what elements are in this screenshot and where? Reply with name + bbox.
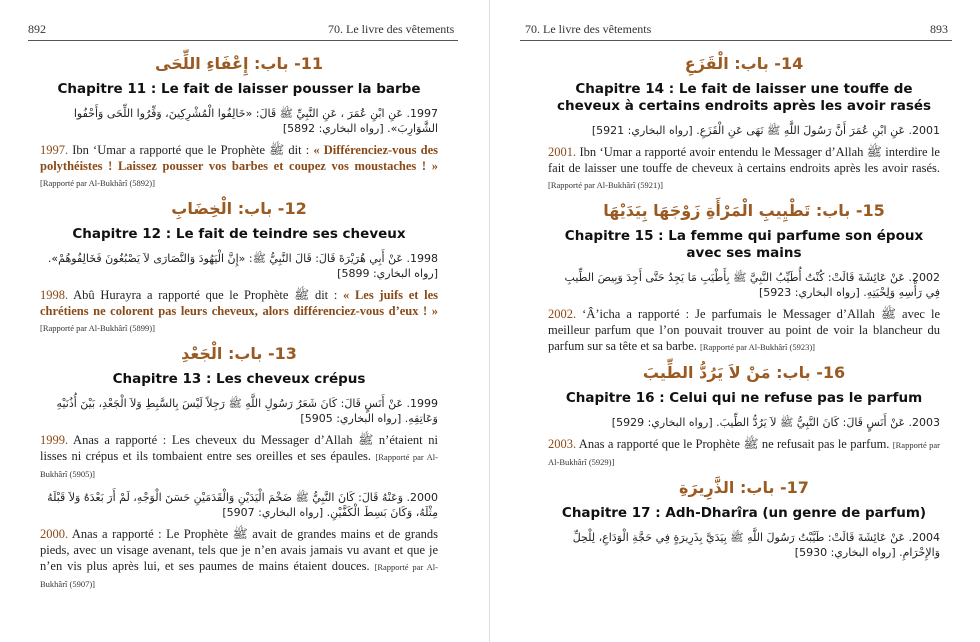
chapter-16-title: Chapitre 16 : Celui qui ne refuse pas le parfum: [565, 390, 923, 406]
hadith-reference: [Rapporté par Al-Bukhârî (5899)]: [40, 323, 155, 333]
hadith-quote: « Les juifs et les chrétiens ne colorent pas leurs cheveux, alors différenciez-vous d’eux ! »: [40, 288, 438, 318]
hadith-text: Ibn ‘Umar a rapporté que le Prophète ﷺ dit :: [68, 143, 314, 157]
chapter-11-arabic-title: 11- باب: إِعْفَاءِ اللِّحَى: [155, 54, 323, 73]
hadith-1997-arabic: 1997. عَنِ ابْنِ عُمَرَ ، عَنِ النَّبِيِّ ﷺ قَالَ: «خَالِفُوا الْمُشْرِكِينَ، وَفِّرُوا اللِّحَى وَأَحْفُوا الشَّوَارِبَ». [رواه البخاري: 5892]: [73, 107, 438, 135]
left-header-rule: [28, 40, 458, 41]
chapter-14-arabic-title: 14- باب: الْقَزَعِ: [684, 54, 804, 73]
hadith-reference: [Rapporté par Al-Bukhârî (5892)]: [40, 178, 155, 188]
hadith-reference: [Rapporté par Al-Bukhârî (5929)]: [548, 440, 940, 467]
hadith-2000-arabic: 2000. وَعَنْهُ قَالَ: كَانَ النَّبِيُّ ﷺ ضَخْمَ الْيَدَيْنِ وَالْقَدَمَيْنِ حَسَنَ الْوَجْهِ، لَمْ أَرَ بَعْدَهُ وَلاَ قَبْلَهُ مِثْلَهُ، وَكَانَ بَسِطَ الْكَفَّيْنِ. [رواه البخاري: 5907]: [47, 491, 438, 519]
hadith-text: Anas a rapporté que le Prophète ﷺ ne refusait pas le parfum.: [576, 437, 890, 451]
hadith-text: ‘Â’icha a rapporté : Je parfumais le Messager d’Allah ﷺ avec le meilleur parfum que l’on pouvait trouver au point de voir la blancheur du parfum sur sa tête et sa barbe.: [548, 307, 940, 353]
hadith-2003-french: [548, 436, 940, 470]
right-page-number: 893: [930, 22, 948, 36]
right-page: [548, 50, 940, 566]
hadith-text: Abû Hurayra a rapporté que le Prophète ﷺ dit :: [68, 288, 344, 302]
hadith-reference: [Rapporté par Al-Bukhârî (5923)]: [700, 342, 815, 352]
hadith-2003-arabic: 2003. عَنْ أَنَسٍ قَالَ: كَانَ النَّبِيُّ ﷺ لاَ يَرُدُّ الطِّيبَ. [رواه البخاري: 5929]: [611, 416, 940, 429]
left-running-title: 70. Le livre des vêtements: [328, 22, 455, 36]
hadith-number: 1998.: [40, 288, 69, 302]
chapter-14-title: Chapitre 14 : Le fait de laisser une touffe de cheveux à certains endroits après les avoir rasés: [556, 81, 932, 114]
hadith-number: 2002.: [548, 307, 577, 321]
hadith-text: Anas a rapporté : Le Prophète ﷺ avait de grandes mains et de grands pieds, avec un visage avenant, tels que je n’en avais jamais vu avant et que je n’en vis plus après lui, et ses paumes de mains étaient douces.: [40, 527, 438, 573]
hadith-number: 2000.: [40, 527, 69, 541]
hadith-2000-french: [40, 526, 438, 592]
hadith-1999-arabic: 1999. عَنْ أَنَسٍ قَالَ: كَانَ شَعَرُ رَسُولِ اللَّهِ ﷺ رَجِلاً لَيْسَ بِالسَّبِطِ وَلاَ الْجَعْدِ، بَيْنَ أُذُنَيْهِ وَعَاتِقِهِ. [رواه البخاري: 5905]: [56, 397, 438, 425]
hadith-reference: [Rapporté par Al-Bukhârî (5905)]: [40, 452, 438, 479]
chapter-15-title: Chapitre 15 : La femme qui parfume son époux avec ses mains: [564, 228, 924, 261]
hadith-2002-arabic: 2002. عَنْ عَائِشَةَ قَالَتْ: كُنْتُ أُطَيِّبُ النَّبِيَّ ﷺ بِأَطْيَبِ مَا يَجِدُ حَتَّى أَجِدَ وَبِيصَ الطِّيبِ فِي رَأْسِهِ وَلِحْيَتِهِ. [رواه البخاري: 5923]: [564, 271, 940, 299]
hadith-number: 2001.: [548, 145, 577, 159]
right-running-title: 70. Le livre des vêtements: [525, 22, 652, 36]
chapter-12-title: Chapitre 12 : Le fait de teindre ses cheveux: [72, 226, 406, 242]
hadith-reference: [Rapporté par Al-Bukhârî (5907)]: [40, 562, 438, 589]
hadith-reference: [Rapporté par Al-Bukhârî (5921)]: [548, 180, 663, 190]
hadith-2002-french: [548, 306, 940, 355]
hadith-1998-arabic: 1998. عَنْ أَبِي هُرَيْرَةَ قَالَ: قَالَ النَّبِيُّ ﷺ: «إِنَّ الْيَهُودَ وَالنَّصَارَى لاَ يَصْبُغُونَ فَخَالِفُوهُمْ». [رواه البخاري: 5899]: [47, 252, 438, 280]
hadith-number: 1999.: [40, 433, 69, 447]
hadith-1999-french: [40, 432, 438, 482]
hadith-2001-arabic: 2001. عَنِ ابْنِ عُمَرَ أَنَّ رَسُولَ اللَّهِ ﷺ نَهَى عَنِ الْقَزَعِ. [رواه البخاري: 5921]: [591, 124, 940, 137]
chapter-13-title: Chapitre 13 : Les cheveux crépus: [112, 371, 366, 387]
hadith-2004-arabic: 2004. عَنْ عَائِشَةَ قَالَتْ: طَيَّبْتُ رَسُولَ اللَّهِ ﷺ بِيَدَيَّ بِذَرِيرَةٍ فِي حَجَّةِ الْوَدَاعِ، لِلْحِلِّ وَالإِحْرَامِ. [رواه البخاري: 5930]: [572, 531, 940, 559]
page-gutter: [489, 0, 490, 642]
chapter-13-arabic-title: 13- باب: الْجَعْدِ: [181, 344, 297, 363]
chapter-12-arabic-title: 12- باب: الْخِضَابِ: [171, 199, 307, 218]
chapter-17-title: Chapitre 17 : Adh-Dharîra (un genre de parfum): [561, 505, 927, 521]
hadith-1998-french: [40, 287, 438, 336]
hadith-text: Anas a rapporté : Les cheveux du Messager d’Allah ﷺ n’étaient ni lisses ni crépus et ils tombaient entre ses oreilles et ses épaules.: [40, 433, 438, 463]
chapter-16-arabic-title: 16- باب: مَنْ لاَ يَرُدُّ الطِّيبَ: [642, 363, 846, 382]
hadith-number: 1997.: [40, 143, 69, 157]
hadith-2001-french: [548, 144, 940, 193]
chapter-15-arabic-title: 15- باب: تَطْيِيبِ الْمَرْأَةِ زَوْجَهَا بِيَدَيْهَا: [603, 201, 885, 220]
chapter-17-arabic-title: 17- باب: الذَّرِيرَةِ: [679, 478, 809, 497]
hadith-number: 2003.: [548, 437, 577, 451]
hadith-quote: « Différenciez-vous des polythéistes ! Laissez pousser vos barbes et coupez vos moustaches ! »: [40, 143, 438, 173]
hadith-1997-french: [40, 142, 438, 191]
hadith-text: Ibn ‘Umar a rapporté avoir entendu le Messager d’Allah ﷺ interdire le fait de laisser une touffe de cheveux à certains endroits après les avoir rasés.: [548, 145, 940, 175]
left-page-number: 892: [28, 22, 46, 36]
right-header-rule: [520, 40, 952, 41]
left-page: [40, 50, 438, 600]
chapter-11-title: Chapitre 11 : Le fait de laisser pousser la barbe: [57, 81, 421, 97]
